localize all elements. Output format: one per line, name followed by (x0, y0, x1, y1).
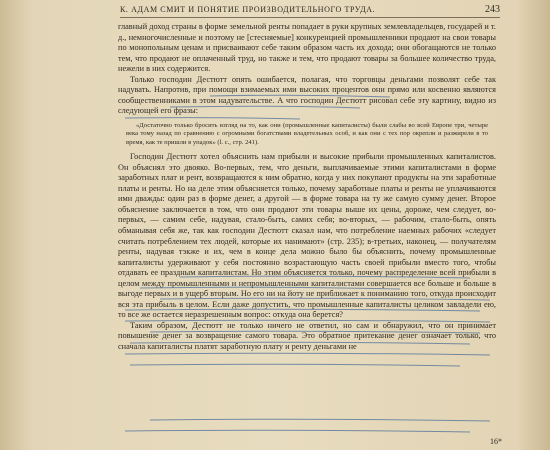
paragraph-1: главный доход страны в форме земельной ренты попадает в руки крупных землевладельцев, государей и т. д., немногочисленные и поэтому не [стесняемые] конкуренцией промышленники продают на свои товары по монопольным ценам и присваивают себе таким образом часть их дохода; они обогащаются не только тем, что продают не оплаченный труд, но также и тем, что продают товары за большее количество труда, нежели в них содержится. (118, 22, 496, 74)
quotation: «Достаточно только бросить взгляд на то, как они (промышленные капиталисты) были слабы во всей Европе три, четыре века тому назад по сравнению с огромными богатствами владетельных особ, и как они с тех пор окрепли и разжирели в то время, как те пришли в упадок» (l. c., стр. 241). (126, 121, 488, 146)
paragraph-4: Таким образом, Дестютт не только ничего не ответил, но сам и обнаружил, что он принимает повышение денег за возвращение самого товара. Это обратное притекание денег означает только, что сначала капиталисты платят заработную плату и ренту деньгами не (118, 320, 496, 351)
body-text (118, 22, 496, 353)
paragraph-3: Господин Дестютт хотел объяснить нам прибыли и высокие прибыли промышленных капиталистов. Он объяснял это двояко. Во-первых, тем, что деньги, выплачиваемые этими капиталистами в форме заработных плат и рент, возвращаются к ним обратно, когда у них покупают продукты на эти заработные платы и ренты. Но на деле этим объясняется только, почему заработные платы и ренты не уплачиваются ими дважды: один раз в форме денег, а другой — в форме товара на ту же самую сумму денег. Второе объяснение заключается в том, что они продают эти товары выше их цены, дороже, чем следует, во-первых, — самим себе, надувая, стало-быть, самих себя; во-вторых, — рабочим, стало-быть, опять обманывая себя же, так как господин Дестютт сказал нам, что потребление наемных рабочих «следует считать потреблением тех людей, которые их нанимают» (стр. 235); в-третьих, наконец, — получателям ренты, надувая тэкже и их, чем в конце дела можно было бы объяснить, почему промышленные капиталисты удерживают у себя постоянно возрастающую часть своей прибыли вместо того, чтобы отдавать ее праздным капиталистам. Но этим объясняется только, почему распределение всей прибыли в целом между промышленными и непромышленными капиталистами совершается все больше и больше в выгоде первых и в ущерб вторым. Но его ни на йоту не приближает к пониманию того, откуда происходит вся эта прибыль в целом. Если даже допустить, что промышленные капиталисты целиком завладели ею, то все же остается неразрешенным вопрос: откуда она берется? (118, 152, 496, 320)
paragraph-2: Только господин Дестютт опять ошибается, полагая, что торговцы деньгами позволят себе так надувать. Напротив, при помощи взимаемых ими высоких процентов они прямо или косвенно являются сообщественниками в этом надувательстве. А что господин Дестютт рисовал себе эту картину, видно из следующей его фразы: (118, 74, 496, 116)
underline-mark (125, 353, 490, 355)
signature-mark: 16* (490, 437, 502, 446)
underline-mark (130, 364, 460, 366)
running-title: К. АДАМ СМИТ И ПОНЯТИЕ ПРОИЗВОДИТЕЛЬНОГО ТРУДА. (120, 5, 376, 14)
underline-mark (150, 419, 490, 421)
running-header (120, 4, 500, 18)
page-number: 243 (485, 4, 500, 15)
underline-mark (125, 430, 470, 432)
